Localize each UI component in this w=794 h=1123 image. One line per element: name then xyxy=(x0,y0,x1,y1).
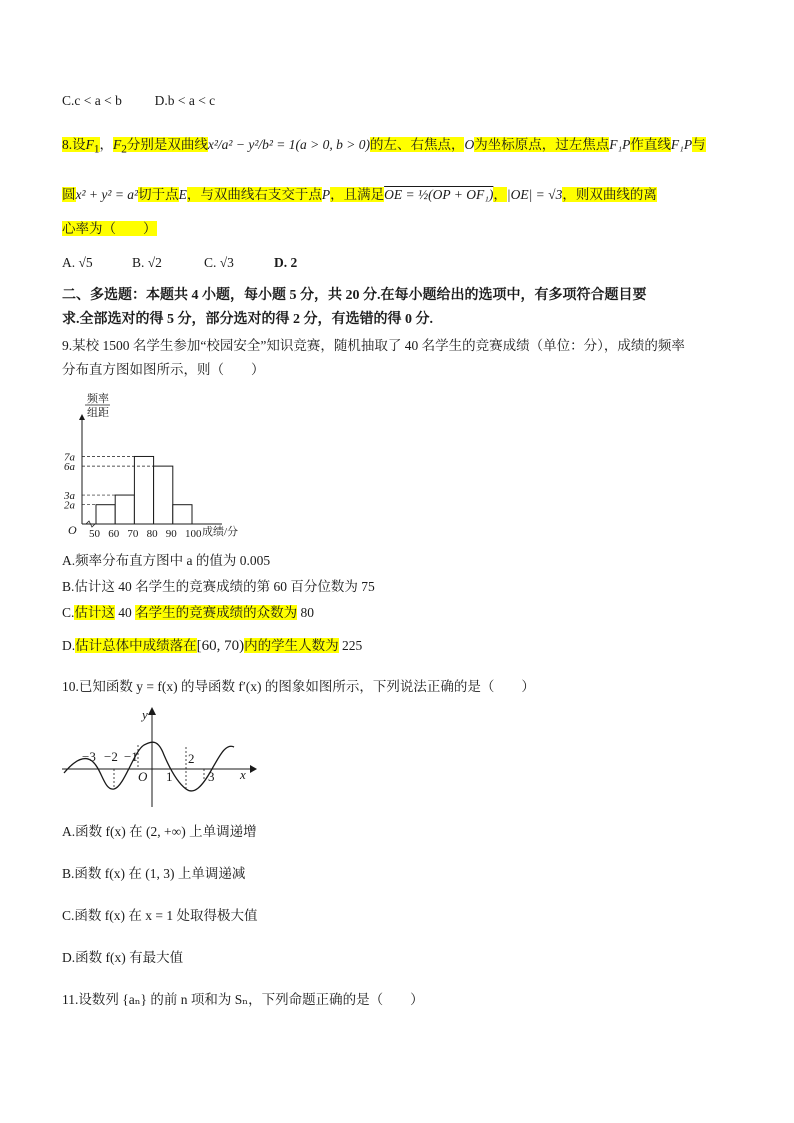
q11-stem: 11.设数列 {aₙ} 的前 n 项和为 Sₙ，下列命题正确的是（ ） xyxy=(62,992,424,1007)
derivative-graph xyxy=(60,703,260,811)
q8-option-c: C. √3 xyxy=(204,255,234,270)
histogram-chart xyxy=(60,388,260,543)
y-axis-label: y xyxy=(142,707,148,722)
q10-option-b: B.函数 f(x) 在 (1, 3) 上单调递减 xyxy=(62,866,246,881)
label-3: 3 xyxy=(208,769,215,784)
histogram-bar xyxy=(115,495,134,524)
histogram-x-tick: 90 xyxy=(165,528,177,540)
q7-option-c: C.c < a < b xyxy=(62,93,122,108)
q9-option-c: C.估计这 40 名学生的竞赛成绩的众数为 80 xyxy=(62,605,315,620)
histogram-y-tick: 6a xyxy=(64,461,75,474)
origin-label: O xyxy=(138,769,148,784)
q8-text: 8.设 xyxy=(62,137,86,152)
x-axis-arrow xyxy=(250,765,257,773)
y-axis-arrow xyxy=(148,707,156,715)
q8-option-b: B. √2 xyxy=(132,255,162,270)
q8-line2 xyxy=(62,178,657,212)
q8-symbol-f2: $F_2$ xyxy=(113,137,127,156)
q8-symbol-f1: $F_1$ xyxy=(85,137,100,156)
histogram-ylabel-top: 频率 xyxy=(87,393,109,405)
q8-circle-equation: x² + y² = a² xyxy=(75,187,139,202)
q8-point-p: P xyxy=(321,187,331,202)
q7-options-row xyxy=(62,92,215,110)
q9-option-a: A.频率分布直方图中 a 的值为 0.005 xyxy=(62,553,271,568)
histogram-y-tick: 3a xyxy=(64,490,75,503)
q8-text: 心率为（ ） xyxy=(62,221,157,236)
histogram-xlabel: 成绩/分 xyxy=(202,526,239,538)
q8-text: ，且满足 xyxy=(330,187,385,202)
histogram-ylabel-bottom: 组距 xyxy=(87,407,109,419)
q8-option-a: A. √5 xyxy=(62,255,93,270)
q8-text: 分别是双曲线 xyxy=(126,137,208,152)
q8-hyperbola-equation: x²/a² − y²/b² = 1(a > 0, b > 0) xyxy=(207,137,370,152)
histogram-bar xyxy=(154,466,173,524)
q7-option-d: D.b < a < c xyxy=(154,93,216,108)
x-axis-label: x xyxy=(240,767,246,782)
histogram-y-arrow xyxy=(79,414,85,420)
section2-heading-line2: 求.全部选对的得 5 分，部分选对的得 2 分，有选错的得 0 分. xyxy=(62,312,433,327)
label-2: 2 xyxy=(188,751,195,766)
histogram-bar xyxy=(96,505,115,524)
histogram-x-tick: 70 xyxy=(127,528,139,540)
q10-option-c: C.函数 f(x) 在 x = 1 处取得极大值 xyxy=(62,908,258,923)
histogram-y-tick: 2a xyxy=(64,499,75,512)
histogram-y-tick: 7a xyxy=(64,451,75,464)
q8-line3 xyxy=(62,220,157,238)
q8-text: ， xyxy=(493,187,507,202)
q8-f1p: F₁P xyxy=(609,137,631,152)
histogram-x-tick: 80 xyxy=(146,528,158,540)
q8-text: 切于点 xyxy=(138,187,179,202)
q8-abs-equation: |OE| = √3 xyxy=(506,187,563,202)
q8-vector-equation: OE = ½(OP + OF₁) xyxy=(384,187,494,202)
label-minus2: −2 xyxy=(104,749,118,764)
histogram-x-tick: 50 xyxy=(89,528,100,540)
label-minus3: −3 xyxy=(82,749,96,764)
q8-text: 圆 xyxy=(62,187,76,202)
q8-text: ，与双曲线右支交于点 xyxy=(186,187,322,202)
histogram-figure xyxy=(60,388,260,543)
q8-text: 的左、右焦点， xyxy=(369,137,465,152)
q8-text: ，则双曲线的离 xyxy=(562,187,657,202)
histogram-x-tick: 60 xyxy=(108,528,120,540)
q8-text: 为坐标原点，过左焦点 xyxy=(474,137,610,152)
q8-text: 与 xyxy=(692,137,706,152)
q9-stem-line1: 9.某校 1500 名学生参加“校园安全”知识竞赛，随机抽取了 40 名学生的竞赛成绩（单位：分），成绩的频率 xyxy=(62,338,685,353)
q8-f1p: F₁P xyxy=(670,137,693,152)
q8-origin: O xyxy=(464,137,475,152)
label-minus1: −1 xyxy=(124,749,138,764)
q8-point-e: E xyxy=(178,187,187,202)
label-1: 1 xyxy=(166,769,173,784)
histogram-origin: O xyxy=(68,523,77,537)
derivative-graph-figure xyxy=(60,703,260,811)
q9-option-d: D.估计总体中成绩落在[60, 70)内的学生人数为 225 xyxy=(62,638,363,654)
q10-option-a: A.函数 f(x) 在 (2, +∞) 上单调递增 xyxy=(62,824,257,839)
q10-stem: 10.已知函数 y = f(x) 的导函数 f′(x) 的图象如图所示，下列说法正确的是（ ） xyxy=(62,679,535,694)
q9-option-b: B.估计这 40 名学生的竞赛成绩的第 60 百分位数为 75 xyxy=(62,579,375,594)
section2-heading-line1: 二、多选题：本题共 4 小题，每小题 5 分，共 20 分.在每小题给出的选项中，有多项符合题目要 xyxy=(62,288,647,303)
q8-option-d: D. 2 xyxy=(274,255,298,270)
q8-line1: 8.设$F_1$，$F_2$分别是双曲线x²/a² − y²/b² = 1(a > 0, b > 0)的左、右焦点，O为坐标原点，过左焦点F₁P作直线F₁P与 xyxy=(62,137,706,156)
histogram-bar xyxy=(173,505,192,524)
q10-option-d: D.函数 f(x) 有最大值 xyxy=(62,950,184,965)
q8-options-row xyxy=(62,254,297,272)
q9-stem-line2: 分布直方图如图所示，则（ ） xyxy=(62,362,265,377)
q8-text: 作直线 xyxy=(630,137,671,152)
histogram-x-tick: 100 xyxy=(185,528,202,540)
histogram-bar xyxy=(134,456,153,524)
